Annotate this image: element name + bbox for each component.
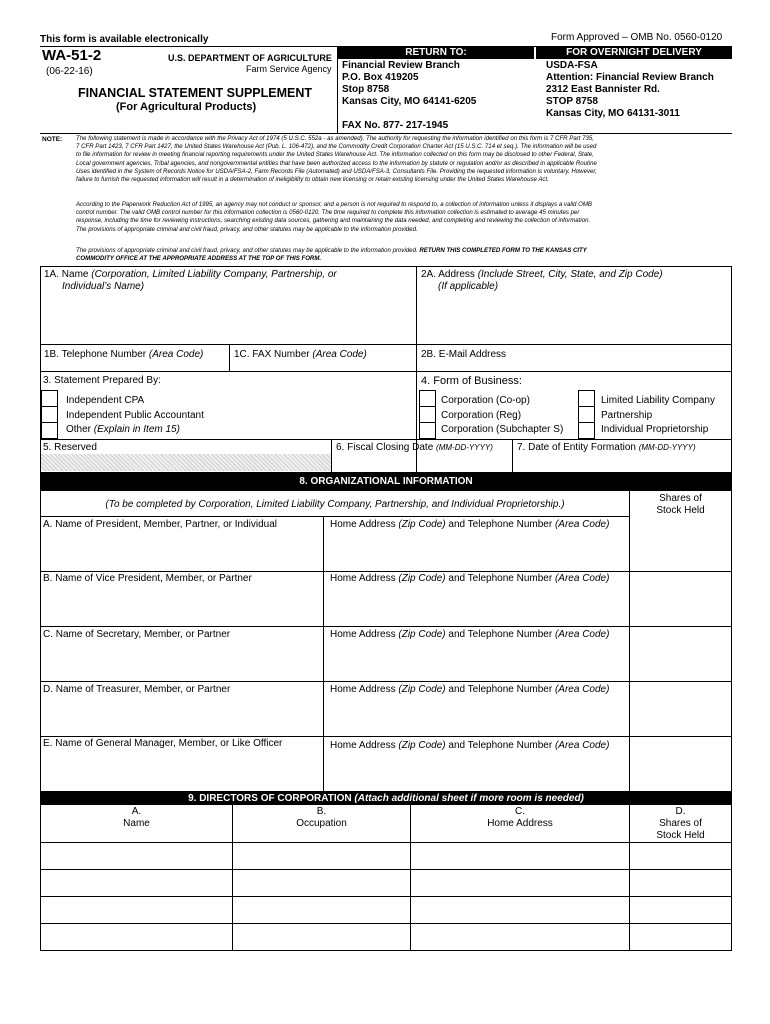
note-line: response, including the time for reviewing instructions, searching existing data sources, gathering and maintaining the data needed, and completing and reviewing the collection of information. [76,217,591,225]
header-divider [337,46,338,134]
addr-italic: (Zip Code) [398,519,446,530]
general-manager-address-input[interactable] [324,752,629,790]
grid-line [40,950,732,951]
corporation-reg-checkbox[interactable] [419,406,436,423]
availability-text: This form is available electronically [40,34,209,45]
omb-number: Form Approved – OMB No. 0560-0120 [551,32,723,43]
return-line-1: Financial Review Branch [342,60,460,71]
agency-name: Farm Service Agency [246,64,332,74]
general-manager-name-input[interactable] [41,752,323,790]
corporation-subchapter-s-checkbox[interactable] [419,422,436,439]
addr-italic: (Area Code) [554,519,610,530]
partnership-checkbox[interactable] [578,406,595,423]
grid-line [40,516,630,517]
independent-accountant-checkbox[interactable] [41,406,58,423]
note-line: The provisions of appropriate criminal and civil fraud, privacy, and other statutes may be applicable to the information provided. [76,225,418,233]
director-4-occupation-input[interactable] [233,924,410,950]
reserved-shaded-area [41,454,331,471]
note-line: Local government agencies, Tribal agencies, and nongovernmental entities that have been authorized access to the information by statute or regulation and/or as described in applicable Routine [76,159,597,167]
section-8-heading: 8. ORGANIZATIONAL INFORMATION [40,473,732,491]
field-3-label: 3. Statement Prepared By: [43,375,161,386]
note-line: to file information for review in meeting financial reporting requirements under the United States Warehouse Act. The information collected on this form may be disclosed to other Federal, State, [76,151,594,159]
return-instruction-bold-2: COMMODITY OFFICE AT THE APPROPRIATE ADDRESS AT THE TOP OF THIS FORM. [76,255,322,263]
option-llc: Limited Liability Company [601,395,715,406]
paperwork-act-statement [76,201,731,234]
return-line-3: Stop 8758 [342,84,390,95]
note-line: According to the Paperwork Reduction Act of 1995, an agency may not conduct or sponsor, and a person is not required to respond to, a collection of information unless it displays a valid OMB [76,201,593,208]
col-title: Occupation [296,818,347,829]
grid-line [731,266,732,951]
general-manager-shares-input[interactable] [630,737,731,790]
home-address-label [330,629,609,640]
officer-row-d-label: D. Name of Treasurer, Member, or Partner [43,684,231,695]
addr-text: Home Address [330,684,399,695]
grid-line [40,344,732,345]
field-label-italic: (MM-DD-YYYY) [436,443,493,452]
grid-line [40,266,732,267]
overnight-line-4: STOP 8758 [546,96,598,107]
field-label-text: 1A. Name [44,269,92,280]
corporation-coop-checkbox[interactable] [419,390,436,407]
field-label-text: 1B. Telephone Number [44,349,149,360]
independent-cpa-checkbox[interactable] [41,390,58,407]
director-3-occupation-input[interactable] [233,897,410,923]
field-label-text: 2A. Address [421,269,478,280]
director-4-shares-input[interactable] [630,924,731,950]
section-9-heading-text: 9. DIRECTORS OF CORPORATION [188,793,355,804]
fax-input[interactable] [230,360,415,371]
return-line-4: Kansas City, MO 64141-6205 [342,96,477,107]
director-2-address-input[interactable] [411,870,629,896]
individual-proprietorship-checkbox[interactable] [578,422,595,439]
addr-text: Home Address [330,573,399,584]
option-independent-cpa: Independent CPA [66,395,145,406]
addr-italic: (Zip Code) [398,740,446,751]
overnight-heading: FOR OVERNIGHT DELIVERY [536,47,732,59]
addr-text: and Telephone Number [445,573,555,584]
overnight-line-2: Attention: Financial Review Branch [546,72,714,83]
field-label-text: 1C. FAX Number [234,349,313,360]
option-corporation-coop: Corporation (Co-op) [441,395,530,406]
addr-italic: (Area Code) [554,740,610,751]
field-label-text: 7. Date of Entity Formation [517,442,639,453]
field-2b-label: 2B. E-Mail Address [421,349,507,360]
field-6-label [336,442,493,453]
section-8-instruction: (To be completed by Corporation, Limited Liability Company, Partnership, and Individual Proprietorship.) [105,499,565,510]
director-1-occupation-input[interactable] [233,843,410,869]
telephone-input[interactable] [41,360,228,371]
field-1b-label [44,349,203,360]
director-2-occupation-input[interactable] [233,870,410,896]
officer-row-b-label: B. Name of Vice President, Member, or Partner [43,573,252,584]
field-1a-label [44,269,337,293]
director-2-name-input[interactable] [41,870,232,896]
addr-text: and Telephone Number [445,684,555,695]
col-letter: C. [515,806,525,817]
note-label: NOTE: [42,136,63,143]
email-input[interactable] [417,360,731,371]
form-date: (06-22-16) [46,66,93,77]
return-line-2: P.O. Box 419205 [342,72,419,83]
department-name: U.S. DEPARTMENT OF AGRICULTURE [168,53,332,63]
shares-header-line: Shares of [659,493,702,504]
directors-col-shares [630,806,731,842]
addr-text: and Telephone Number [445,740,555,751]
addr-text: Home Address [330,629,399,640]
president-address-input[interactable] [324,532,629,570]
grid-line [40,736,732,737]
director-3-address-input[interactable] [411,897,629,923]
overnight-line-5: Kansas City, MO 64131-3011 [546,108,680,119]
note-top-rule [40,133,732,134]
field-label-italic: (Include Street, City, State, and Zip Code) [477,269,663,280]
field-2a-label [421,269,663,293]
home-address-label [330,684,609,695]
vice-president-name-input[interactable] [41,586,323,625]
addr-italic: (Area Code) [554,684,610,695]
secretary-name-input[interactable] [41,642,323,680]
vice-president-shares-input[interactable] [630,572,731,625]
addr-italic: (Zip Code) [398,573,446,584]
addr-italic: (Area Code) [554,573,610,584]
privacy-act-statement [76,135,731,184]
field-1c-label [234,349,367,360]
option-corporation-subchapter-s: Corporation (Subchapter S) [441,424,564,435]
field-7-label [517,442,696,453]
secretary-shares-input[interactable] [630,627,731,680]
field-label-italic: (MM-DD-YYYY) [638,443,696,452]
president-name-input[interactable] [41,532,323,570]
treasurer-address-input[interactable] [324,697,629,735]
director-4-name-input[interactable] [41,924,232,950]
col-letter: D. [675,806,686,817]
option-independent-accountant: Independent Public Accountant [66,410,204,421]
secretary-address-input[interactable] [324,642,629,680]
treasurer-shares-input[interactable] [630,682,731,735]
note-line: The following statement is made in accordance with the Privacy Act of 1974 (5 U.S.C. 552a - as amended). The authority for requesting the information identified on this form is 7 CFR Part 735, [76,135,594,142]
grid-line [40,571,732,572]
entity-formation-date-input[interactable] [513,455,731,471]
form-title: FINANCIAL STATEMENT SUPPLEMENT [78,86,313,100]
home-address-label [330,573,609,584]
addr-text: Home Address [330,740,399,751]
note-line: failure to furnish the requested information will result in a determination of ineligibility to obtain new licensing or retain existing licensing under the United States Warehouse Act. [76,176,549,184]
director-1-shares-input[interactable] [630,843,731,869]
director-1-address-input[interactable] [411,843,629,869]
vice-president-address-input[interactable] [324,586,629,625]
note-line: 7 CFR Part 1423, 7 CFR Part 1427, the United States Warehouse Act (Pub. L. 106-472), and the Commodity Credit Corporation Charter Act (15 U.S.C. 714 et seq.). The information will be used [76,143,597,151]
addr-italic: (Zip Code) [398,684,446,695]
field-label-italic: (Area Code) [148,349,204,360]
option-other [66,424,180,435]
col-letter: A. [131,806,142,817]
grid-line [40,681,732,682]
grid-line [40,626,732,627]
officer-row-e-label: E. Name of General Manager, Member, or Like Officer [43,738,283,749]
grid-line [40,371,732,372]
name-input[interactable] [41,296,415,343]
directors-col-name [41,806,232,830]
addr-text: Home Address [330,519,399,530]
field-4-label: 4. Form of Business: [421,375,522,387]
address-input[interactable] [417,296,731,343]
addr-text: and Telephone Number [445,519,555,530]
director-4-address-input[interactable] [411,924,629,950]
directors-col-address [411,806,629,830]
officer-row-a-label: A. Name of President, Member, Partner, or Individual [43,519,277,530]
return-instruction [76,247,731,263]
addr-italic: (Zip Code) [398,629,446,640]
section-9-heading-italic: (Attach additional sheet if more room is needed) [354,793,584,804]
president-shares-input[interactable] [630,517,731,570]
option-corporation-reg: Corporation (Reg) [441,410,522,421]
treasurer-name-input[interactable] [41,697,323,735]
addr-italic: (Area Code) [554,629,610,640]
note-line: Uses identified in the System of Records Notice for USDA/FSA-2, Farm Records File (Automated) and USDA/FSA-3, Consultants File. Providing the requested information is voluntary. However, [76,167,597,175]
section-9-heading [40,792,732,805]
field-label-text: 6. Fiscal Closing Date [336,442,437,453]
form-subtitle: (For Agricultural Products) [116,101,257,113]
field-label-italic: (Area Code) [312,349,367,360]
col-title: Stock Held [656,830,705,841]
field-label-italic: Individual’s Name) [62,281,145,292]
director-2-shares-input[interactable] [630,870,731,896]
home-address-label [330,740,609,751]
col-letter: B. [316,806,327,817]
return-to-heading: RETURN TO: [338,47,534,59]
return-instruction-bold: RETURN THIS COMPLETED FORM TO THE KANSAS CITY [419,247,587,254]
grid-line [40,439,732,440]
option-italic: (Explain in Item 15) [93,424,180,435]
directors-col-occupation [233,806,410,830]
director-3-shares-input[interactable] [630,897,731,923]
llc-checkbox[interactable] [578,390,595,407]
field-label-italic: (Corporation, Limited Liability Company, Partnership, or [91,269,337,280]
return-to-address [342,60,476,108]
option-individual-proprietorship: Individual Proprietorship [601,424,709,435]
option-text: Other [66,424,94,435]
fax-number: FAX No. 877- 217-1945 [342,120,449,131]
option-partnership: Partnership [601,410,653,421]
shares-header [630,493,731,517]
shares-header-line: Stock Held [656,505,705,516]
col-title: Name [123,818,150,829]
note-line: The provisions of appropriate criminal and civil fraud, privacy, and other statutes may be applicable to the information provided. [76,247,420,254]
note-line: control number. The valid OMB control number for this information collection is 0560-0120. The time required to complete this information collection is estimated to average 45 minutes per [76,209,580,217]
overnight-line-1: USDA-FSA [546,60,598,71]
director-3-name-input[interactable] [41,897,232,923]
field-5-label: 5. Reserved [43,442,97,453]
col-title: Shares of [659,818,702,829]
form-number: WA-51-2 [42,47,102,64]
director-1-name-input[interactable] [41,843,232,869]
col-title: Home Address [487,818,553,829]
other-preparer-checkbox[interactable] [41,422,58,439]
addr-text: and Telephone Number [445,629,555,640]
home-address-label [330,519,609,530]
overnight-line-3: 2312 East Bannister Rd. [546,84,660,95]
field-label-italic: (If applicable) [438,281,499,292]
overnight-address [546,60,714,120]
officer-row-c-label: C. Name of Secretary, Member, or Partner [43,629,231,640]
fiscal-closing-date-input[interactable] [332,455,511,471]
